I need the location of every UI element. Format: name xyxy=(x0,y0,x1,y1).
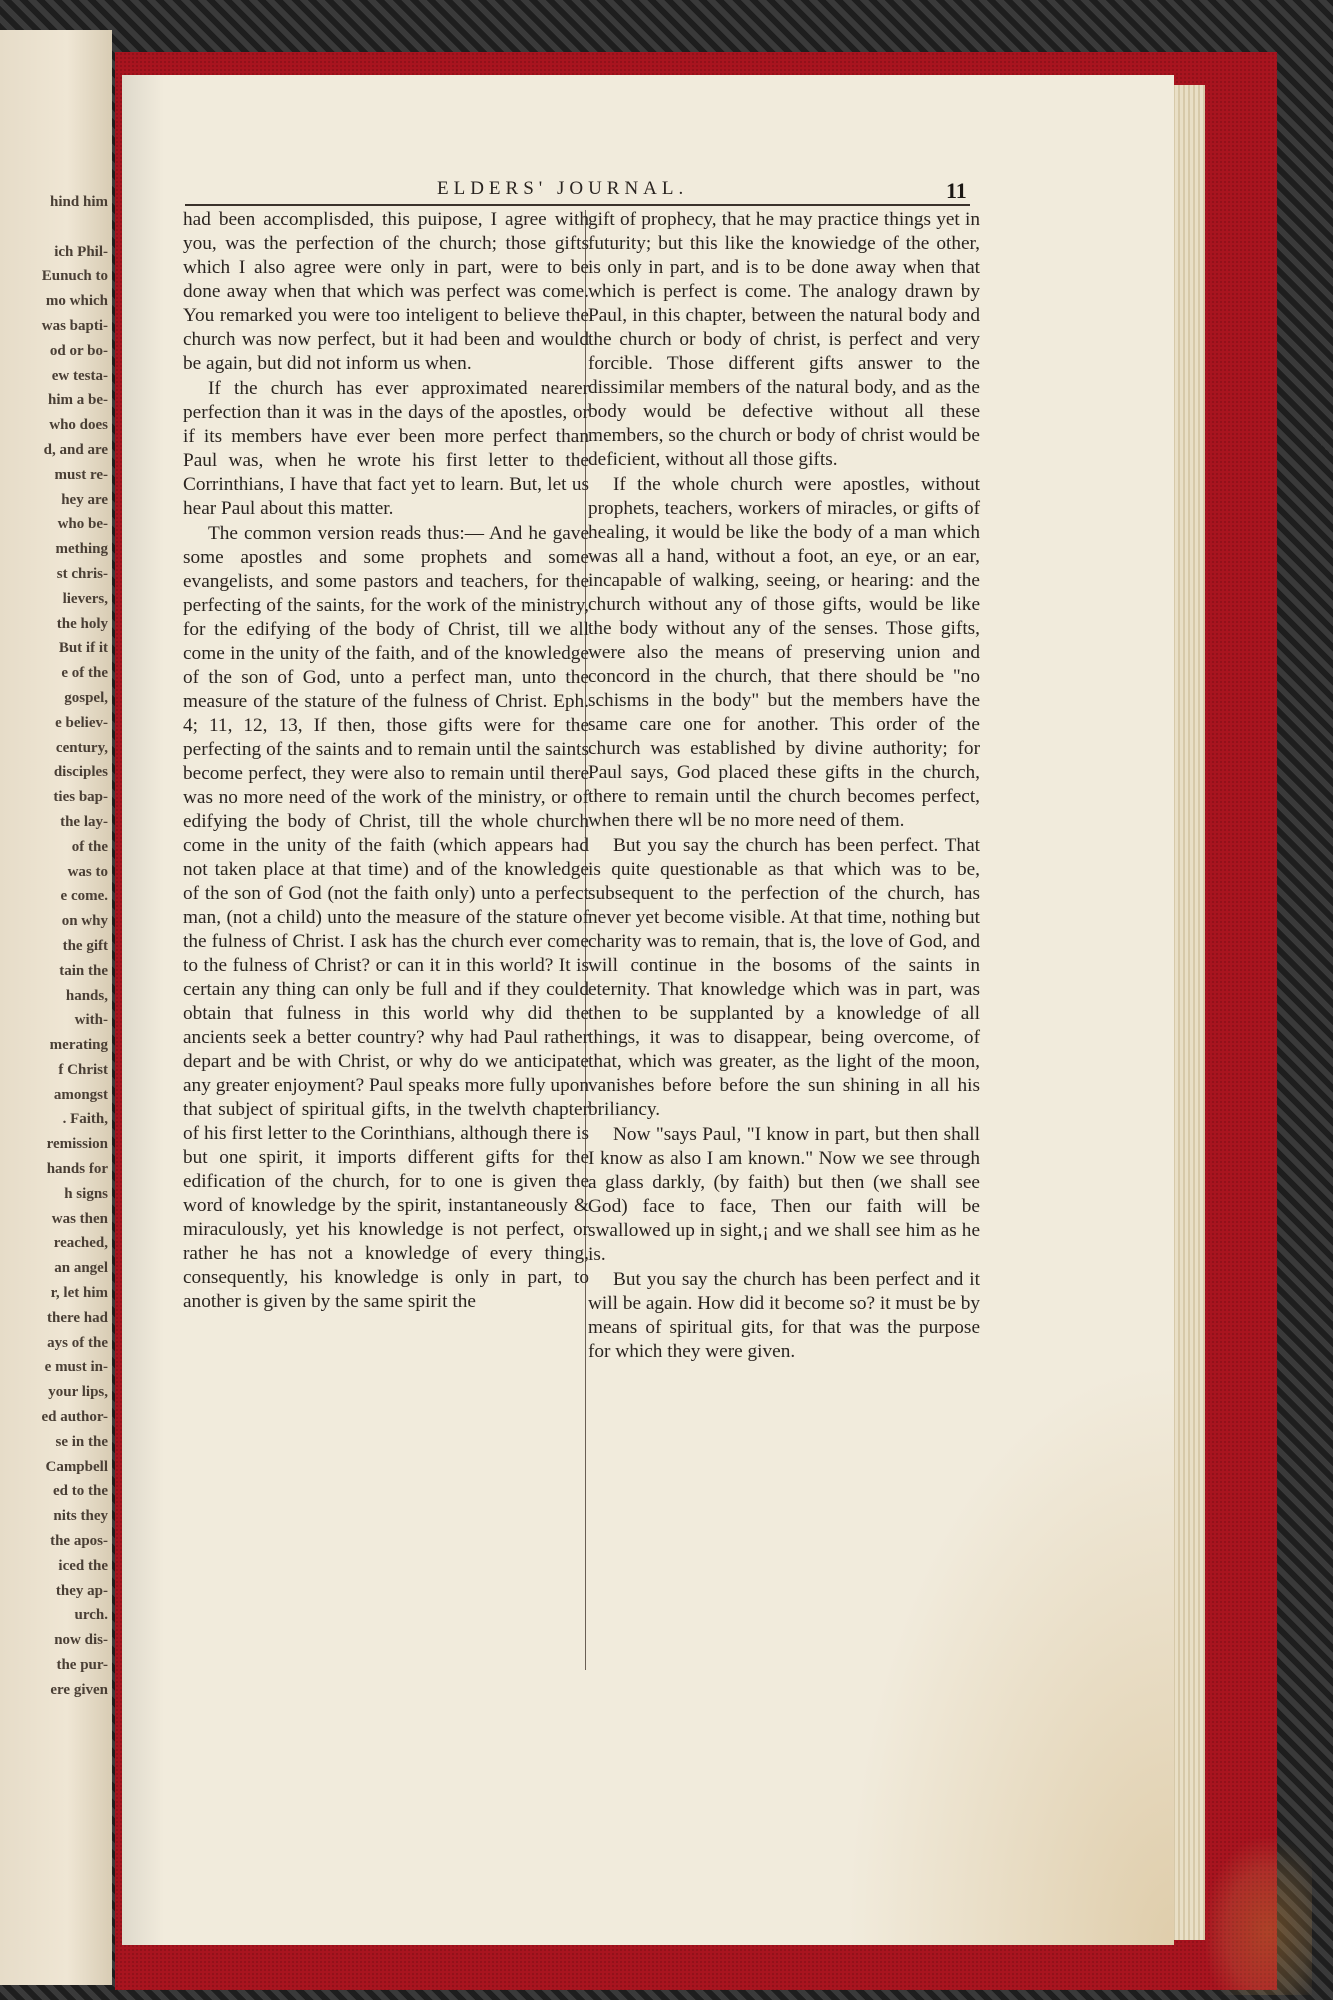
facing-page-line: remission xyxy=(46,1136,108,1153)
facing-page-line: st chris- xyxy=(56,565,108,582)
facing-page-line: the pur- xyxy=(56,1657,108,1674)
facing-page-line: iced the xyxy=(58,1557,108,1574)
facing-page-line: mething xyxy=(55,541,108,558)
facing-page-edge xyxy=(0,30,112,1985)
facing-page-line: r, let him xyxy=(50,1285,108,1302)
paragraph: gift of prophecy, that he may practice things yet in futurity; but this like the knowiedge of the other, is only in part, and is to be done away when that which is perfect is come. The analogy drawn by Paul, in this chapter, between the natural body and the church or body of christ, is perfect and very forcible. Those different gifts answer to the dissimilar members of the natural body, and as the body would be defective without all these members, so the church or body of christ would be deficient, without all those gifts. xyxy=(588,209,980,470)
facing-page-line: ew testa- xyxy=(51,367,108,384)
facing-page-line: now dis- xyxy=(54,1632,108,1649)
facing-page-line: an angel xyxy=(54,1260,108,1277)
facing-page-line: him a be- xyxy=(48,392,108,409)
facing-page-line: hind him xyxy=(50,194,108,210)
right-column xyxy=(588,208,980,1365)
facing-page-line: they ap- xyxy=(55,1582,108,1599)
facing-page-line: ed to the xyxy=(53,1483,108,1500)
facing-page-line: nits they xyxy=(53,1508,108,1525)
facing-page-line: on why xyxy=(61,913,108,930)
paragraph: Now "says Paul, "I know in part, but then shall I know as also I am known." Now we see through a glass darkly, (by faith) but then (we shall see God) face to face, Then our faith will be swallowed up in sight,¡ and we shall see him as he is. xyxy=(588,1124,980,1265)
page-number: 11 xyxy=(946,178,967,203)
facing-page-line: se in the xyxy=(55,1433,108,1450)
facing-page-line: must re- xyxy=(54,466,108,483)
facing-page-line: who be- xyxy=(57,516,108,533)
water-stain xyxy=(1202,1835,1312,1995)
facing-page-line: there had xyxy=(47,1309,108,1326)
facing-page-line: was then xyxy=(51,1210,108,1227)
facing-page-line: gospel, xyxy=(64,689,108,706)
facing-page-line: who does xyxy=(49,417,108,434)
paragraph: The common version reads thus:— And he gave some apostles and some prophets and some evangelists, and some pastors and teachers, for the perfecting of the saints, for the work of the ministry, for the edifying of the body of Christ, till we all come in the unity of the faith, and of the knowledge of the son of God, unto a perfect man, unto the measure of the stature of the fulness of Christ. Eph. 4; 11, 12, 13, If then, those gifts were for the perfecting of the saints and to remain until the saints become perfect, they were also to remain until there was no more need of the work of the ministry, or of edifying the body of Christ, till the whole church come in the unity of the faith (which appears had not taken place at that time) and of the knowledge of the son of God (not the faith only) unto a perfect man, (not a child) unto the measure of the stature of the fulness of Christ. I ask has the church ever come to the fulness of Christ? or can it in this world? It is certain any thing can only be full and if they could obtain that fulness in this world why did the ancients seek a better country? why had Paul rather depart and be with Christ, or why do we anticipate any greater enjoyment? Paul speaks more fully upon that subject of spiritual gifts, in the twelvth chapter of his first letter to the Corinthians, although there is but one spirit, it imports different gifts for the edification of the church, for to one is given the word of knowledge by the spirit, instantaneously & miraculously, yet his knowledge is not perfect, or rather he has not a knowledge of every thing, consequently, his knowledge is only in part, to another is given by the same spirit the xyxy=(183,523,589,1312)
facing-page-line: ties bap- xyxy=(53,789,108,806)
facing-page-line: . Faith, xyxy=(62,1111,108,1128)
paragraph: If the whole church were apostles, without prophets, teachers, workers of miracles, or gifts of healing, it would be like the body of a man which was all a hand, without a foot, an eye, or an ear, incapable of walking, seeing, or hearing: and the church without any of those gifts, would be like the body without any of the senses. Those gifts, were also the means of preserving union and concord in the church, that there should be "no schisms in the body" but the members have the same care one for another. This order of the church was established by divine authority; for Paul says, God placed these gifts in the church, there to remain until the church becomes perfect, when there wll be no more need of them. xyxy=(588,474,980,831)
facing-page-line: urch. xyxy=(74,1607,108,1624)
facing-page-line: e come. xyxy=(60,888,108,905)
header-rule xyxy=(185,204,970,206)
facing-page-line: Campbell xyxy=(45,1458,108,1475)
facing-page-line: e must in- xyxy=(44,1359,108,1376)
paragraph: If the church has ever approximated nearer perfection than it was in the days of the apostles, or if its members have ever been more perfect than Paul was, when he wrote his first letter to the Corrinthians, I have that fact yet to learn. But, let us hear Paul about this matter. xyxy=(183,378,589,519)
facing-page-line: century, xyxy=(55,739,108,756)
facing-page-line: of the xyxy=(71,838,108,855)
facing-page-line: merating xyxy=(49,1037,108,1054)
facing-page-line: amongst xyxy=(53,1086,108,1103)
paragraph: But you say the church has been perfect. That is quite questionable as that which was to be, subsequent to the perfection of the church, has never yet become visible. At that time, nothing but charity was to remain, that is, the love of God, and will continue in the bosoms of the saints in eternity. That knowledge which was in part, was then to be supplanted by a knowledge of all things, it was to disappear, being overcome, of that, which was greater, as the light of the moon, vanishes before before the sun shining in all his briliancy. xyxy=(588,835,980,1120)
facing-page-line: Eunuch to xyxy=(41,268,108,285)
facing-page-line: e of the xyxy=(61,665,108,682)
facing-page-line: f Christ xyxy=(58,1061,108,1078)
paragraph: But you say the church has been perfect and it will be again. How did it become so? it must be by means of spiritual gits, for that was the purpose for which they were given. xyxy=(588,1269,980,1362)
facing-page-text xyxy=(0,190,108,1703)
facing-page-line xyxy=(0,215,108,240)
facing-page-line: the apos- xyxy=(50,1533,108,1550)
facing-page-line: the lay- xyxy=(60,813,108,830)
facing-page-line: was bapti- xyxy=(41,317,108,334)
facing-page-line: reached, xyxy=(53,1235,108,1252)
facing-page-line: the holy xyxy=(56,615,108,632)
running-head-title: ELDERS' JOURNAL. xyxy=(437,178,689,199)
facing-page-line: hands, xyxy=(65,987,108,1004)
facing-page-line: ed author- xyxy=(41,1409,108,1426)
facing-page-line: d, and are xyxy=(43,441,108,458)
facing-page-line: ich Phil- xyxy=(54,243,108,260)
facing-page-line: was to xyxy=(67,863,108,880)
facing-page-line: with- xyxy=(74,1012,108,1029)
facing-page-line: the gift xyxy=(62,937,108,954)
facing-page-line: lievers, xyxy=(62,590,108,607)
facing-page-line: ere given xyxy=(50,1681,108,1698)
paragraph: had been accomplisded, this puipose, I agree with you, was the perfection of the church; those gifts which I also agree were only in part, were to be done away when that which was perfect was come. You remarked you were too inteligent to believe the church was now perfect, but it had been and would be again, but did not inform us when. xyxy=(183,209,589,374)
facing-page-line: your lips, xyxy=(48,1384,108,1401)
facing-page-line: hands for xyxy=(46,1161,108,1178)
facing-page-line: h signs xyxy=(64,1185,108,1202)
facing-page-line: mo which xyxy=(45,293,108,310)
facing-page-line: tain the xyxy=(59,962,108,979)
facing-page-line: ays of the xyxy=(47,1334,108,1351)
facing-page-line: But if it xyxy=(58,640,108,657)
left-column xyxy=(183,208,589,1315)
facing-page-line: e believ- xyxy=(55,714,108,731)
facing-page-line: disciples xyxy=(53,764,108,781)
facing-page-line: hey are xyxy=(61,491,108,508)
facing-page-line: od or bo- xyxy=(49,342,108,359)
